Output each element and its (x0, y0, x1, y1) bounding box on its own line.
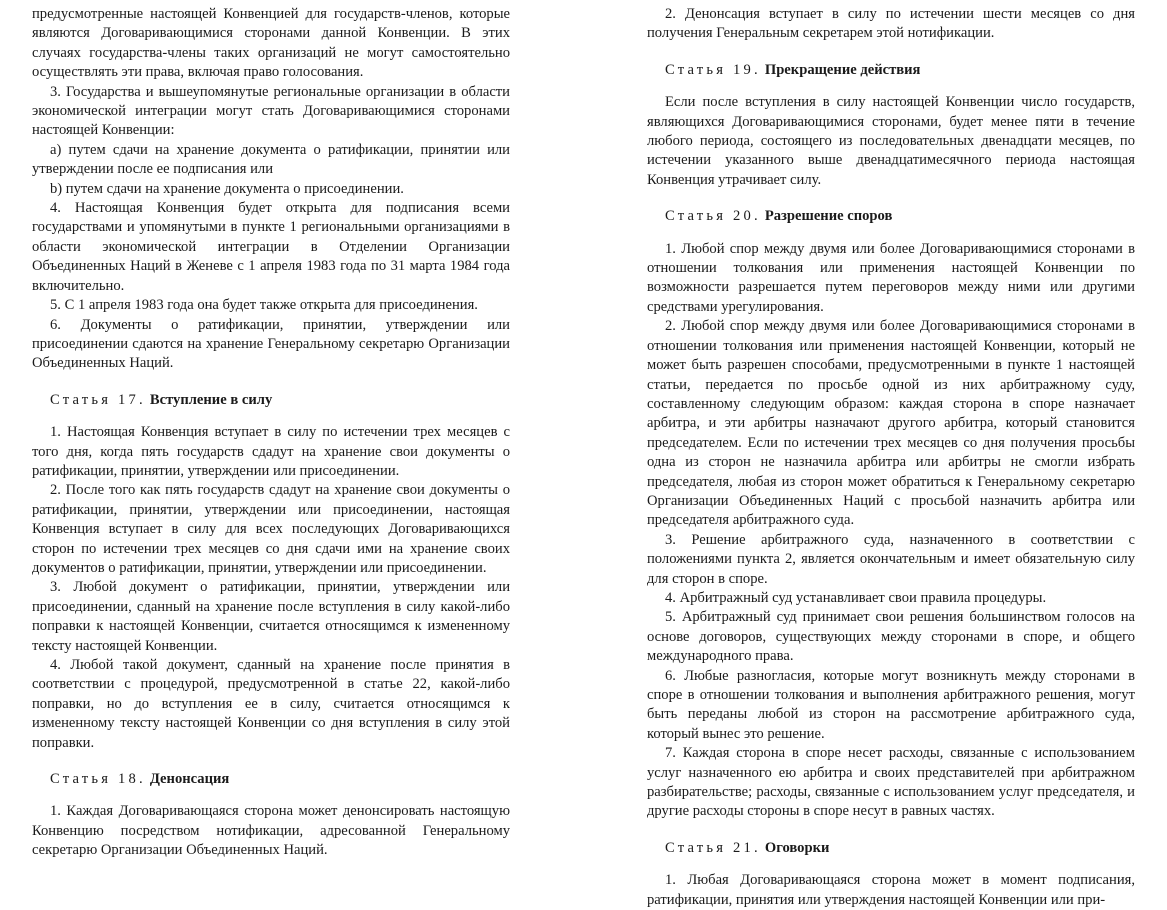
paragraph: 5. Арбитражный суд принимает свои решения большинством голосов на основе договоров, существующих между сторонами в споре, и общего международного права. (647, 609, 1135, 665)
article-number: Статья 18. (50, 771, 146, 788)
paragraph: 6. Любые разногласия, которые могут возникнуть между сторонами в споре в отношении толкования и выполнения арбитражного решения, могут быть переданы любой из сторон на рассмотрение арбитражного суда, который вынес это решение. (647, 667, 1135, 742)
article-number: Статья 17. (50, 391, 146, 408)
paragraph: 7. Каждая сторона в споре несет расходы, связанные с использованием услуг назначенного ею арбитра и своих представителей при арбитражном разбирательстве; расходы, связанные с использованием услуг председателя, и другие расходы стороны в споре несут в равных частях. (647, 745, 1135, 820)
paragraph: Если после вступления в силу настоящей Конвенции число государств, являющихся Договаривающимися сторонами, будет менее пяти в течение любого периода, состоящего из последовательных двенадцати месяцев, по истечении указанного выше двенадцатимесячного периода настоящая Конвенция утрачивает силу. (647, 94, 1135, 188)
paragraph: b) путем сдачи на хранение документа о присоединении. (50, 180, 404, 197)
paragraph: 1. Любая Договаривающаяся сторона может в момент подписания, ратификации, принятия или утверждения настоящей Конвенции или при- (647, 872, 1135, 908)
article-heading (665, 839, 1135, 858)
paragraph: 4. Любой такой документ, сданный на хранение после принятия в соответствии с процедурой, предусмотренной в статье 22, какой-либо поправки, но до вступления ее в силу, считается относящимся к измененному тексту настоящей Конвенции со дня вступления в силу этой поправки. (32, 657, 510, 751)
paragraph: 4. Арбитражный суд устанавливает свои правила процедуры. (665, 589, 1047, 606)
paragraph: 3. Государства и вышеупомянутые региональные организации в области экономической интеграции могут стать Договаривающимися сторонами настоящей Конвенции: (32, 83, 510, 139)
article-title: Оговорки (764, 839, 830, 856)
right-page (647, 5, 1135, 908)
paragraph: 2. Любой спор между двумя или более Договаривающимися сторонами в отношении толкования или применения настоящей Конвенции, который не может быть разрешен способами, предусмотренными в пункте 1 настоящей статьи, передается по просьбе одной из них арбитражному суду, составленному следующим образом: каждая сторона в споре назначает арбитра, и эти арбитры назначают другого арбитра, который становится председателем. Если по истечении трех месяцев со дня получения просьбы одна из сторон не назначила арбитра или арбитры не смогли избрать председателя, любая из сторон может обратиться к Генеральному секретарю Организации Объединенных Наций с просьбой назначить арбитра или председателя арбитражного суда. (647, 318, 1135, 529)
article-number: Статья 20. (665, 208, 761, 225)
paragraph: 2. После того как пять государств сдадут на хранение свои документы о ратификации, принятии, утверждении или присоединении, настоящая Конвенция вступает в силу для всех последующих Договаривающихся сторон по истечении трех месяцев со дня сдачи ими на хранение своих документов о ратификации, принятии, утверждении или присоединении. (32, 482, 510, 576)
paragraph: a) путем сдачи на хранение документа о ратификации, принятии или утверждении после ее подписания или (32, 141, 510, 178)
paragraph: 6. Документы о ратификации, принятии, утверждении или присоединении сдаются на хранение Генеральному секретарю Организации Объединенных Наций. (32, 316, 510, 372)
article-heading (665, 207, 1135, 226)
left-page (32, 5, 510, 859)
article-number: Статья 21. (665, 839, 761, 856)
paragraph: 4. Настоящая Конвенция будет открыта для подписания всеми государствами и упомянутыми в пункте 1 региональными организациями в области экономической интеграции в Отделении Организации Объединенных Наций в Женеве с 1 апреля 1983 года по 31 марта 1984 года включительно. (32, 200, 510, 294)
paragraph: предусмотренные настоящей Конвенцией для государств-членов, которые являются Договаривающимися сторонами данной Конвенции. В этих случаях государства-члены таких организаций не могут самостоятельно осуществлять эти права, включая право голосования. (32, 6, 510, 81)
article-heading (665, 61, 1135, 80)
article-title: Разрешение споров (764, 208, 893, 225)
paragraph: 3. Решение арбитражного суда, назначенного в соответствии с положениями пункта 2, является окончательным и имеет обязательную силу для сторон в споре. (647, 531, 1135, 587)
paragraph: 1. Каждая Договаривающаяся сторона может денонсировать настоящую Конвенцию посредством нотификации, адресованной Генеральному секретарю Организации Объединенных Наций. (32, 803, 510, 859)
article-title: Прекращение действия (764, 61, 921, 78)
article-heading (50, 770, 510, 789)
paragraph: 2. Денонсация вступает в силу по истечении шести месяцев со дня получения Генеральным секретарем этой нотификации. (647, 6, 1135, 42)
paragraph: 1. Любой спор между двумя или более Договаривающимися сторонами в отношении толкования или применения настоящей Конвенции по возможности разрешается путем переговоров между ними или другими средствами урегулирования. (647, 240, 1135, 315)
article-title: Вступление в силу (149, 391, 273, 408)
article-title: Денонсация (149, 771, 230, 788)
article-heading (50, 391, 510, 410)
article-number: Статья 19. (665, 61, 761, 78)
paragraph: 5. С 1 апреля 1983 года она будет также открыта для присоединения. (50, 297, 478, 314)
paragraph: 1. Настоящая Конвенция вступает в силу по истечении трех месяцев с того дня, когда пять государств сдадут на хранение свои документы о ратификации, принятии, утверждении или присоединении. (32, 424, 510, 479)
paragraph: 3. Любой документ о ратификации, принятии, утверждении или присоединении, сданный на хранение после вступления в силу какой-либо поправки к настоящей Конвенции, считается относящимся к измененному тексту настоящей Конвенции. (32, 579, 510, 654)
